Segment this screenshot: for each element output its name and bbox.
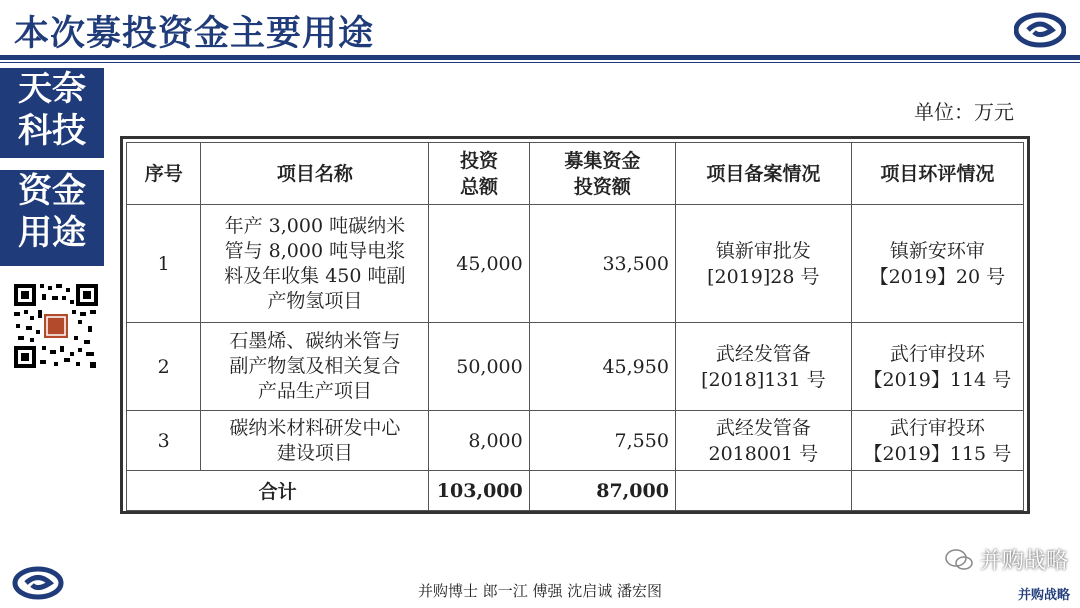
cell-project-name [201,411,429,471]
name-line: 年产 3,000 吨碳纳米 [224,214,406,237]
brand-small-label: 并购战略 [1017,588,1070,603]
cell-empty [851,471,1023,511]
eia-line: 武行审投环 [889,416,985,439]
table-row [127,323,1024,411]
watermark-text: 并购战略 [979,549,1068,574]
table-header-row [127,143,1024,205]
name-line: 管与 8,000 吨导电浆 [224,239,406,262]
qr-code-icon [12,282,100,370]
sidebar-company-block [0,68,104,158]
cell-filing [675,411,851,471]
cell-total: 50,000 [429,323,529,411]
sidebar-topic-line1: 资金 [18,171,86,211]
table-row [127,411,1024,471]
filing-line: 武经发管备 [715,416,811,439]
filing-line: 武经发管备 [715,342,811,365]
cell-project-name [201,205,429,323]
unit-label: 单位：万元 [914,100,1014,124]
header-total-line2: 总额 [460,175,499,198]
cell-total-sum: 103,000 [429,471,529,511]
name-line: 石墨烯、碳纳米管与 [229,330,401,352]
cell-raised: 45,950 [529,323,675,411]
table-total-row [127,471,1024,511]
footer-authors: 并购博士 郎一江 傅强 沈启诚 潘宏图 [417,582,663,600]
cell-seq: 3 [127,411,201,471]
eia-line: 【2019】114 号 [863,368,1012,391]
fund-use-table [120,136,1030,514]
filing-line: 2018001 号 [708,442,819,465]
filing-line: [2019]28 号 [707,265,820,288]
cell-raised-sum: 87,000 [529,471,675,511]
table-row [127,205,1024,323]
cell-total-label: 合计 [127,471,429,511]
eia-line: 镇新安环审 [889,239,985,262]
sidebar-topic-block [0,170,104,266]
sidebar-company-line2: 科技 [18,111,86,151]
cell-raised: 33,500 [529,205,675,323]
name-line: 产品生产项目 [257,380,372,402]
cell-eia [851,205,1023,323]
name-line: 料及年收集 450 吨副 [224,264,406,287]
name-line: 产物氢项目 [267,289,363,312]
cell-empty [675,471,851,511]
sidebar-company-line1: 天奈 [18,69,86,109]
header-eia: 项目环评情况 [851,143,1023,205]
cell-eia [851,323,1023,411]
cell-filing [675,205,851,323]
header-total-line1: 投资 [460,149,499,172]
cell-project-name [201,323,429,411]
cell-raised: 7,550 [529,411,675,471]
header-project-name: 项目名称 [201,143,429,205]
cell-filing [675,323,851,411]
filing-line: 镇新审批发 [715,239,811,262]
title-rule [0,55,1080,60]
header-filing: 项目备案情况 [675,143,851,205]
header-total-investment [429,143,529,205]
filing-line: [2018]131 号 [701,368,826,391]
eia-line: 【2019】20 号 [869,265,1006,288]
eia-line: 武行审投环 [889,342,985,365]
name-line: 副产物氢及相关复合 [229,355,401,377]
company-logo-icon [1014,12,1066,48]
name-line: 碳纳米材料研发中心 [229,416,401,439]
cell-seq: 1 [127,205,201,323]
sidebar-topic-line2: 用途 [18,213,86,253]
name-line: 建设项目 [276,441,353,464]
header-raised-line1: 募集资金 [564,149,641,172]
header-raised-line2: 投资额 [573,175,631,198]
header-seq: 序号 [127,143,201,205]
wechat-icon [944,548,974,572]
wechat-watermark [944,544,1068,575]
header-raised-funds [529,143,675,205]
cell-total: 8,000 [429,411,529,471]
cell-total: 45,000 [429,205,529,323]
cell-eia [851,411,1023,471]
eia-line: 【2019】115 号 [863,442,1012,465]
page-title: 本次募投资金主要用途 [14,14,375,54]
cell-seq: 2 [127,323,201,411]
title-rule-thin [0,62,1080,63]
